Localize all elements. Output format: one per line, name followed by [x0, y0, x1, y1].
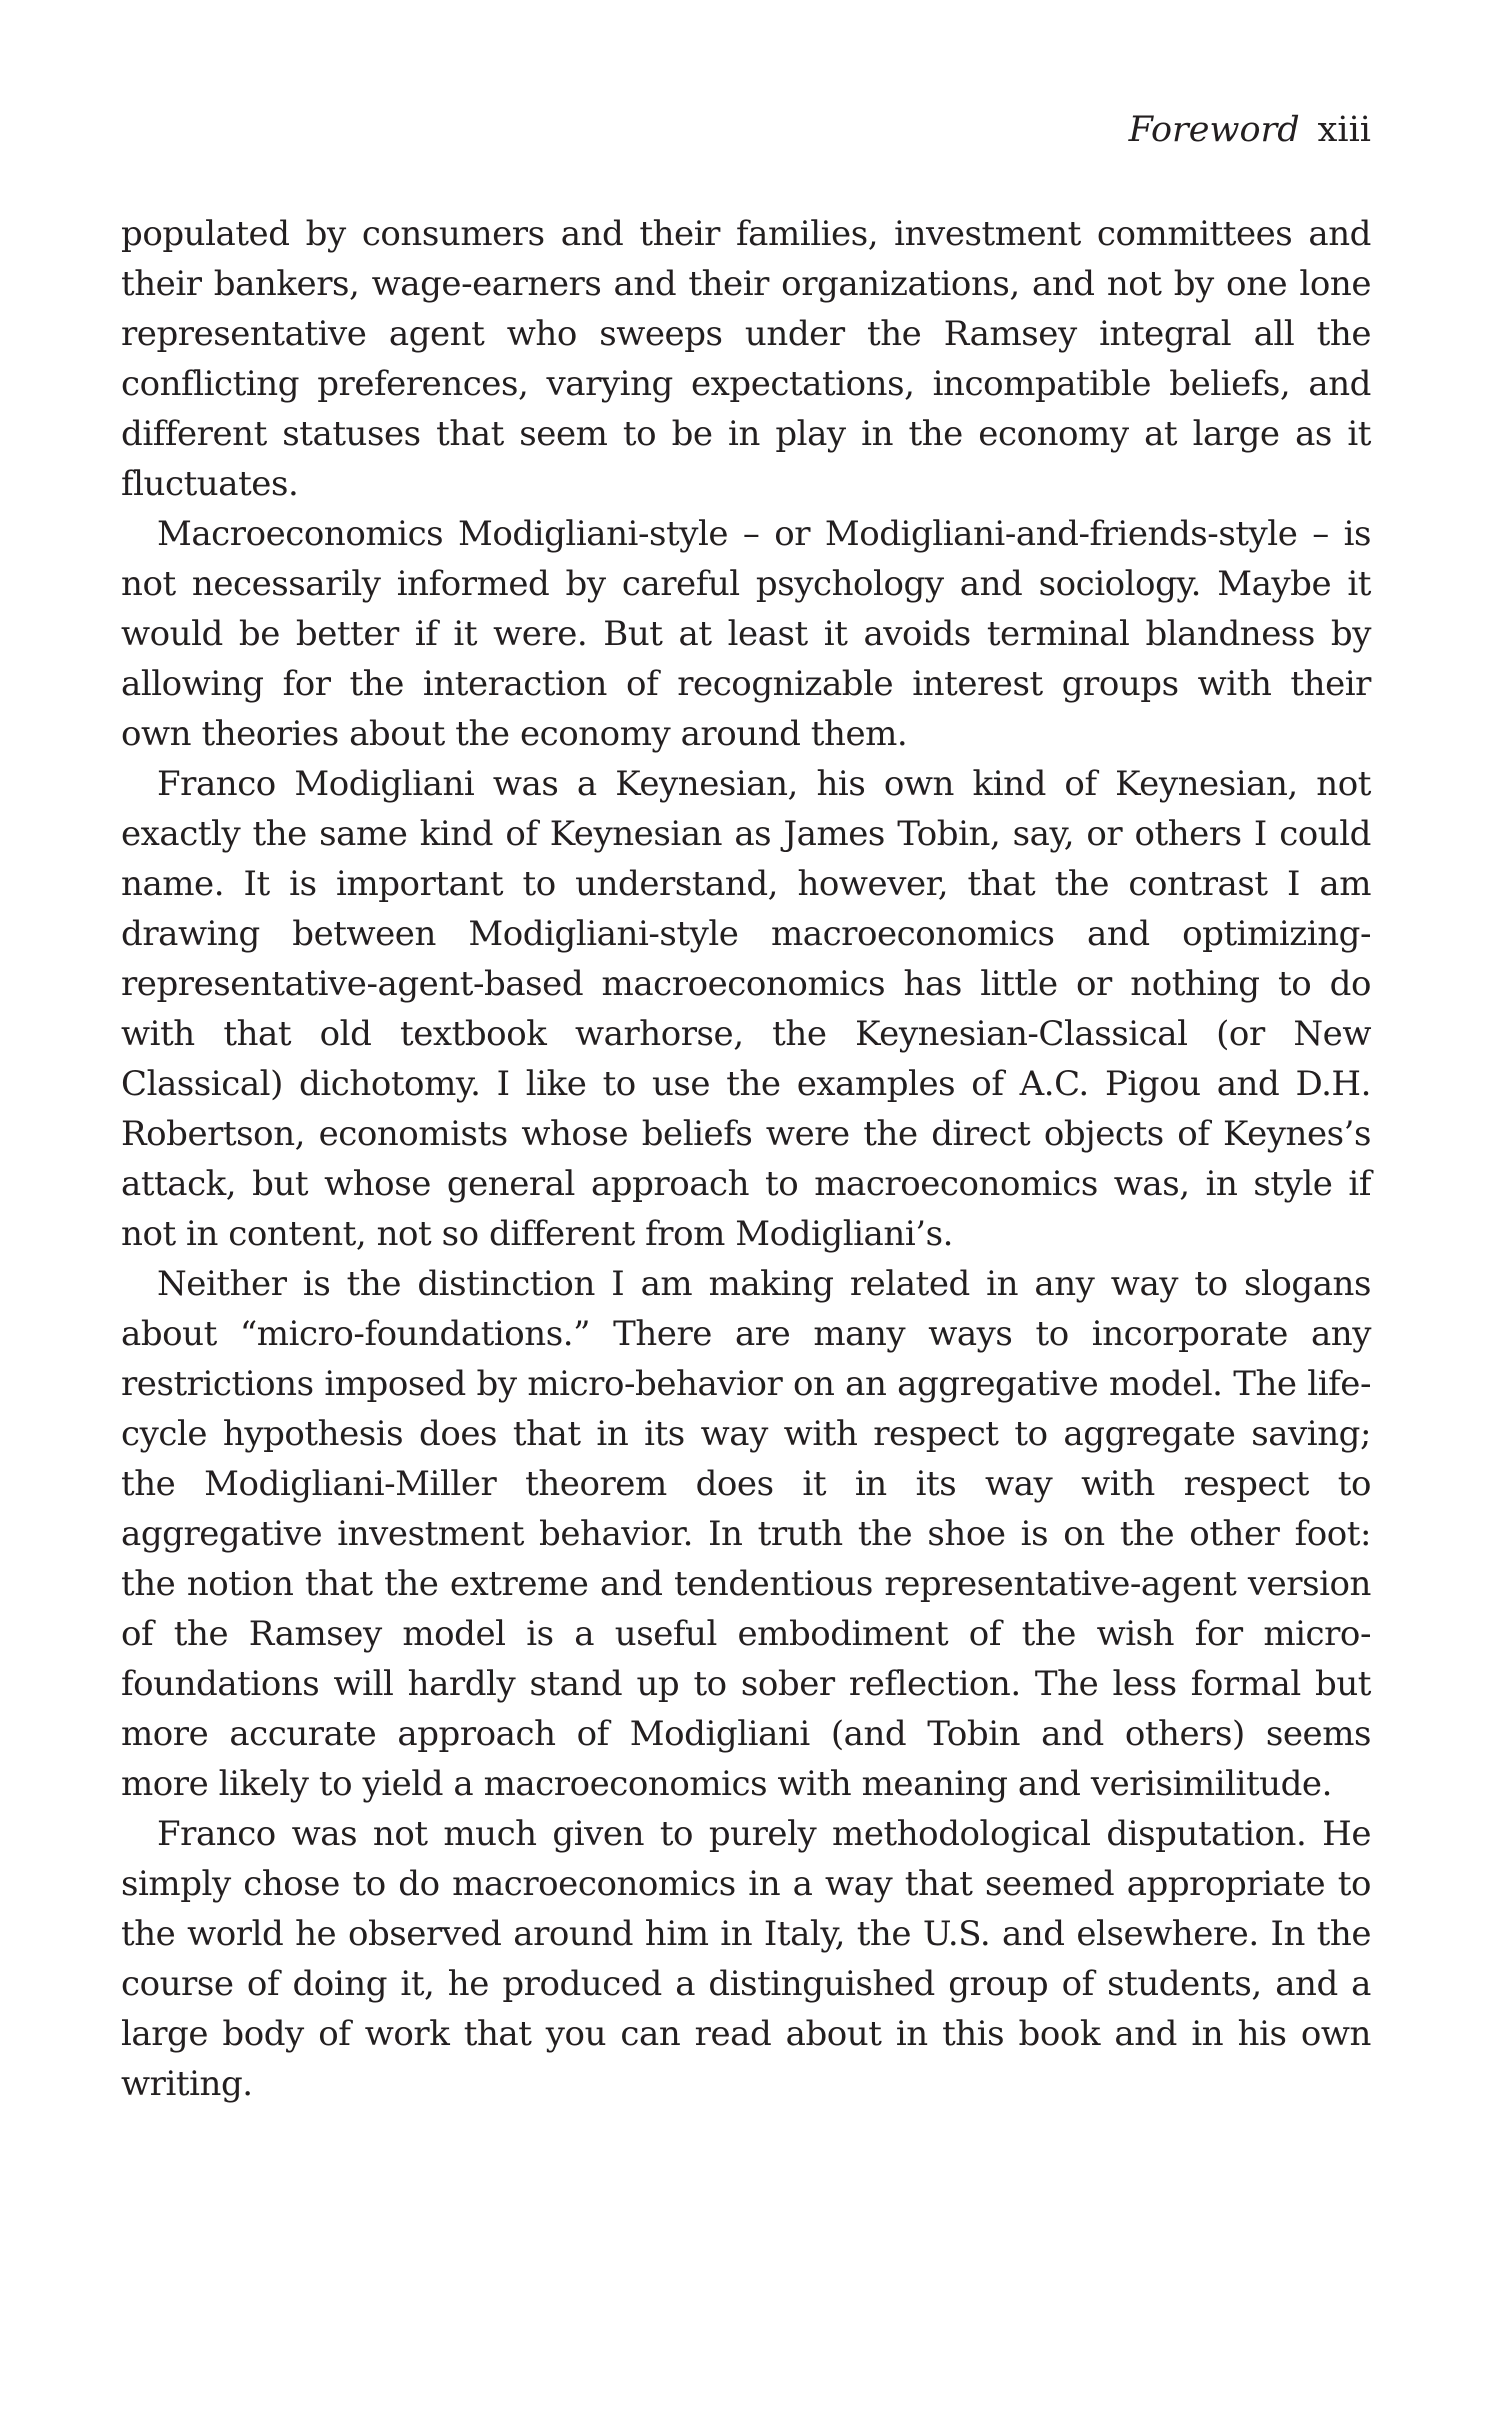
paragraph: Franco Modigliani was a Keynesian, his own kind of Keynesian, not exactly the same kind of Keynesian as James Tobin, say, or others I could name. It is important to understand, however, that the contrast I am drawing between Modigliani-style macroeconomics and optimizing-representative-agent-based macroeconomics has little or nothing to do with that old textbook warhorse, the Keynesian-Classical (or New Classical) dichotomy. I like to use the examples of A.C. Pigou and D.H. Robertson, economists whose beliefs were the direct objects of Keynes’s attack, but whose general approach to macroeconomics was, in style if not in content, not so different from Modigliani’s.	[121, 764, 1371, 1254]
running-head	[1129, 108, 1371, 152]
paragraph: Neither is the distinction I am making related in any way to slogans about “micro-foundations.” There are many ways to incorporate any restrictions imposed by micro-behavior on an aggregative model. The life-cycle hypothesis does that in its way with respect to aggregate saving; the Modigliani-Miller theorem does it in its way with respect to aggregative investment behavior. In truth the shoe is on the other foot: the notion that the extreme and tendentious representative-agent version of the Ramsey model is a useful embodiment of the wish for micro-foundations will hardly stand up to sober reflection. The less formal but more accurate approach of Modigliani (and Tobin and others) seems more likely to yield a macroeconomics with meaning and verisimilitude.	[121, 1264, 1371, 1804]
paragraph: populated by consumers and their families, investment committees and their bankers, wage-earners and their organizations, and not by one lone representative agent who sweeps under the Ramsey integral all the conflicting preferences, varying expectations, incompatible beliefs, and different statuses that seem to be in play in the economy at large as it fluctuates.	[121, 214, 1371, 504]
page-number: xiii	[1317, 110, 1371, 150]
body-text	[121, 209, 1371, 2109]
paragraph: Franco was not much given to purely methodological disputation. He simply chose to do macroeconomics in a way that seemed appropriate to the world he observed around him in Italy, the U.S. and elsewhere. In the course of doing it, he produced a distinguished group of students, and a large body of work that you can read about in this book and in his own writing.	[121, 1814, 1371, 2104]
paragraph: Macroeconomics Modigliani-style – or Modigliani-and-friends-style – is not necessarily informed by careful psychology and sociology. Maybe it would be better if it were. But at least it avoids terminal blandness by allowing for the interaction of recognizable interest groups with their own theories about the economy around them.	[121, 514, 1371, 754]
running-head-section: Foreword	[1128, 110, 1300, 150]
